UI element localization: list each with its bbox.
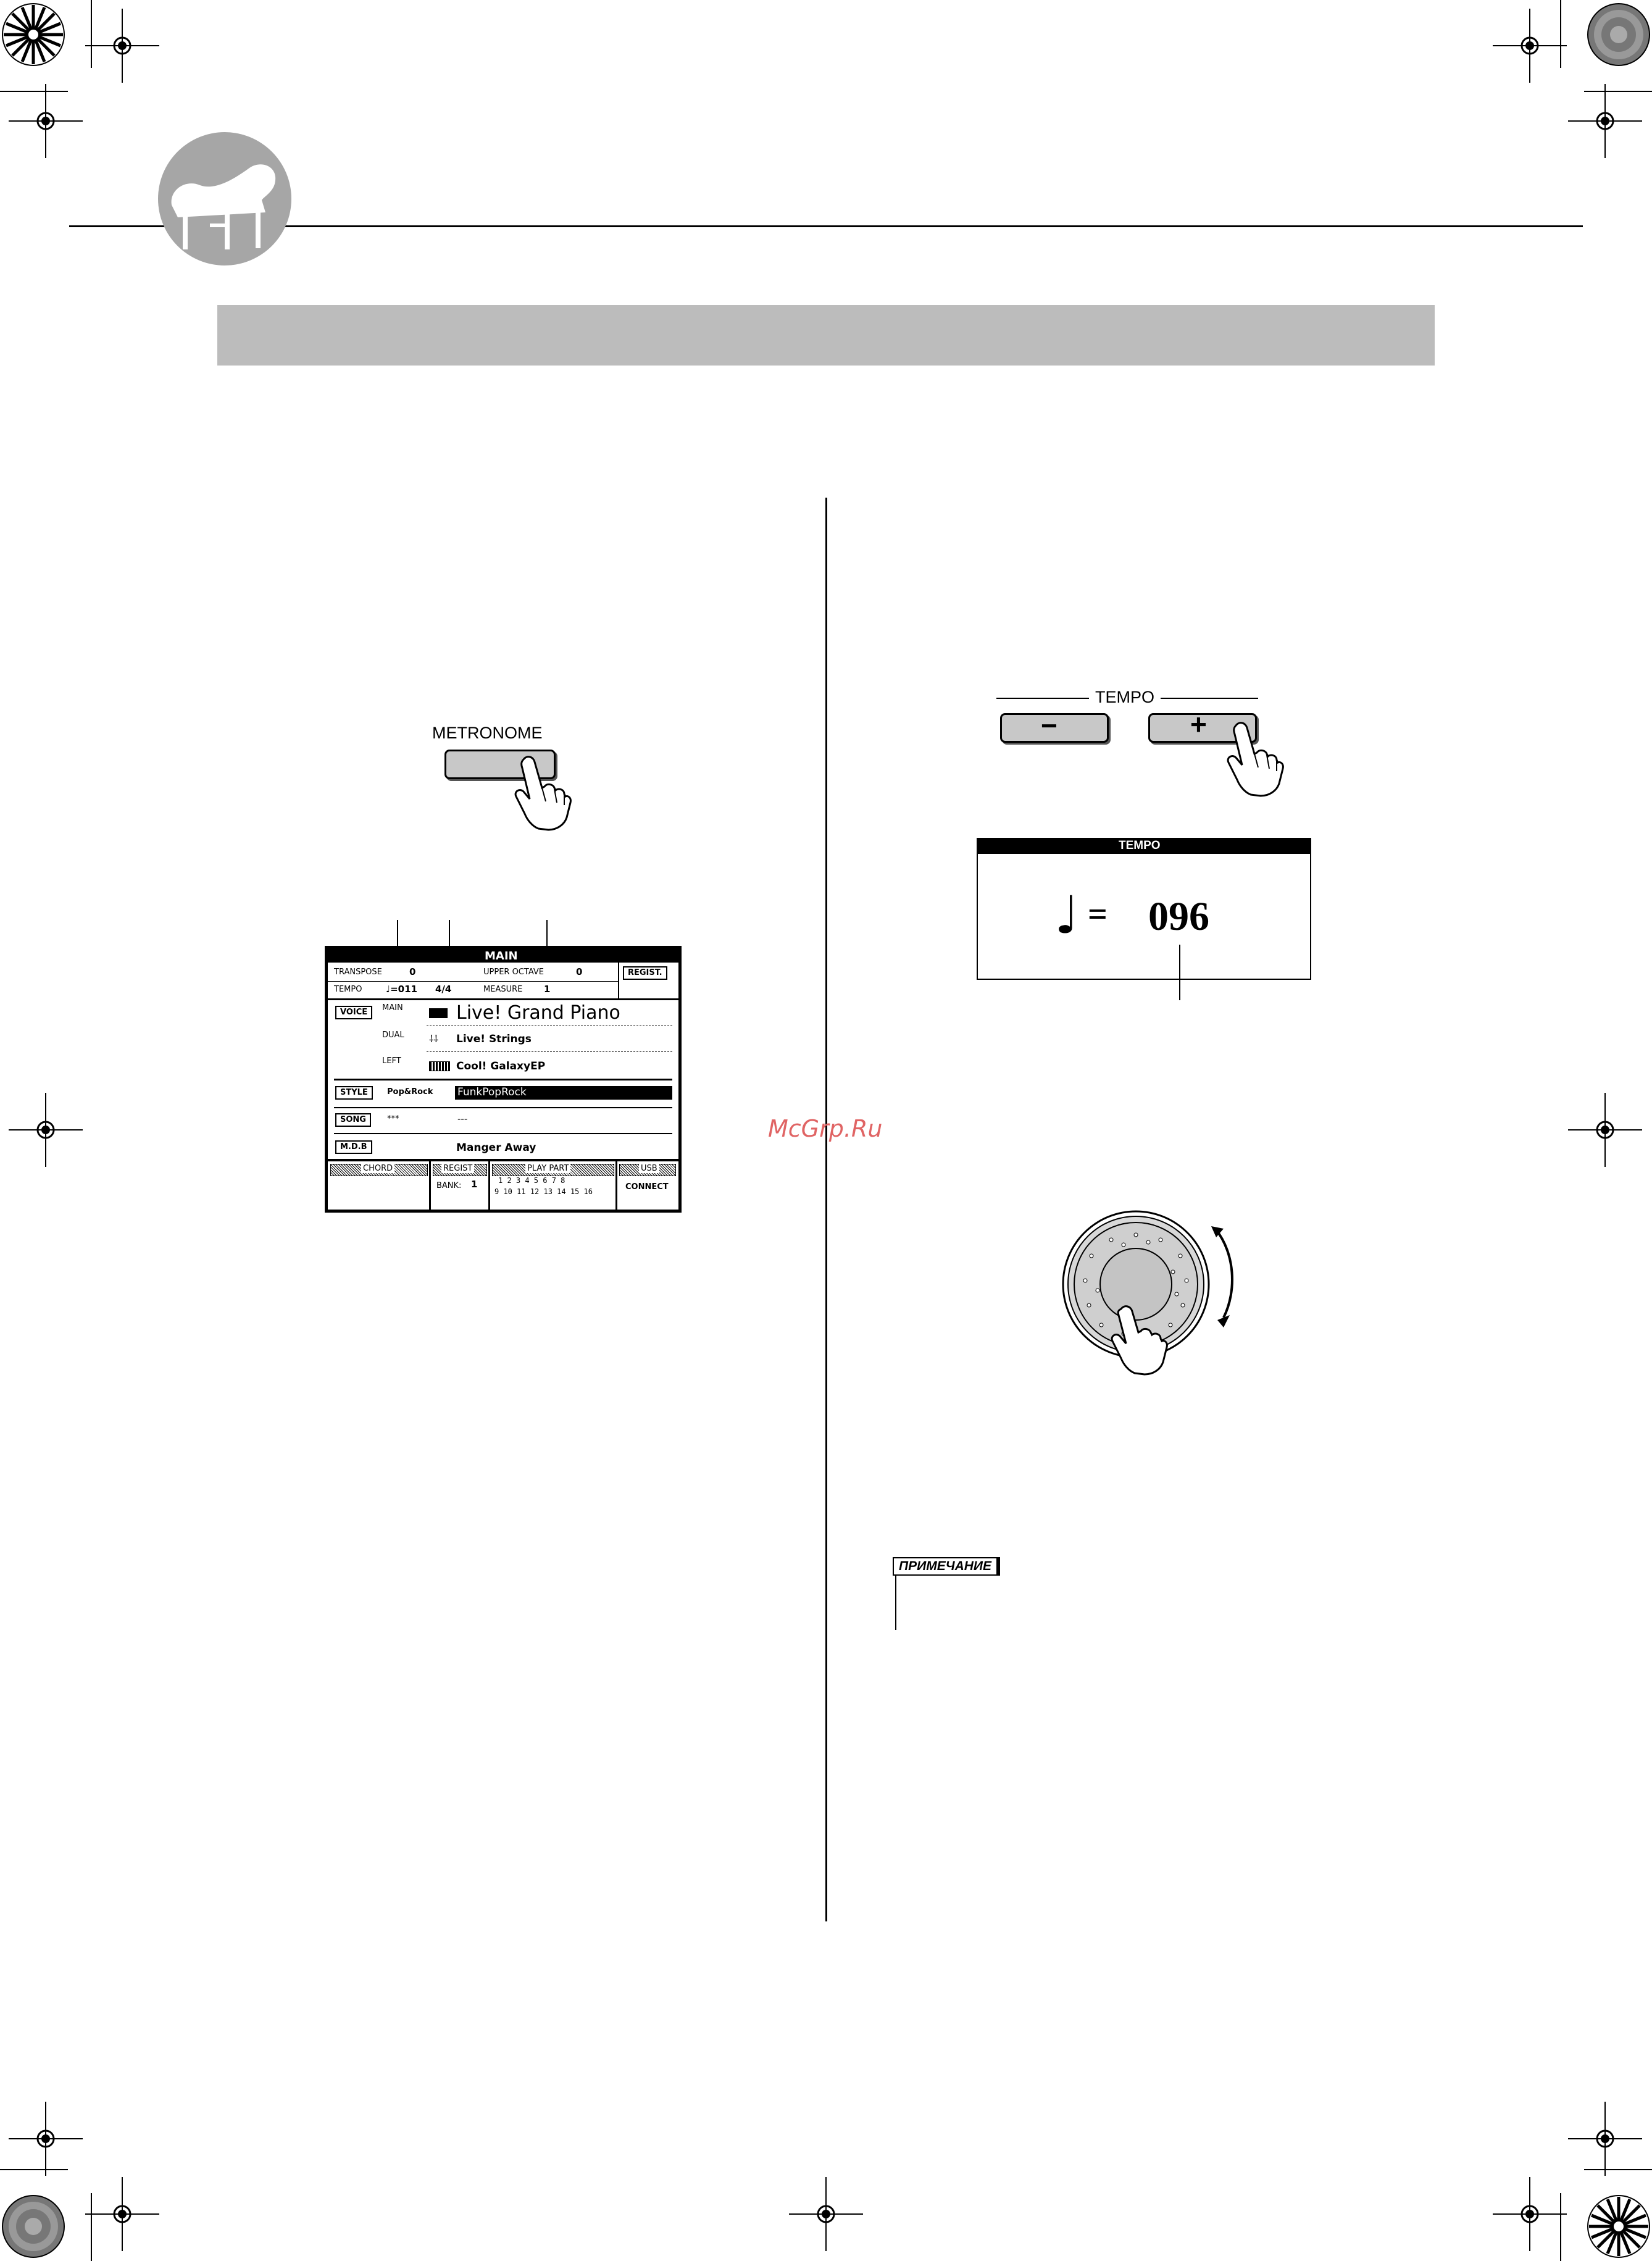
lcd-regist-label: REGIST [441,1164,474,1173]
lcd-play-part-row1: 1 2 3 4 5 6 7 8 [498,1176,565,1185]
lcd-main-screen [325,946,682,1213]
lcd-regist-button[interactable]: REGIST. [623,966,667,980]
lcd-time-signature: 4/4 [435,984,452,995]
lcd-upper-octave-value: 0 [576,966,583,977]
grand-piano-icon [157,131,293,267]
lcd-chord-label: CHORD [361,1164,394,1173]
lcd-mdb-name: Manger Away [456,1142,536,1154]
lcd-usb-label: USB [639,1164,659,1173]
lcd-main-label: MAIN [382,1003,403,1013]
lcd-play-part-label: PLAY PART [525,1164,570,1173]
data-dial[interactable] [1049,1204,1253,1402]
lcd-tempo-value: ♩=011 [386,984,417,995]
lcd-left-voice: Cool! GalaxyEP [456,1060,546,1072]
tempo-minus-label: − [1041,709,1058,742]
quarter-note-icon: ♩ [1054,885,1079,945]
section-title-bar [217,305,1435,366]
lcd-style-tag[interactable]: STYLE [335,1086,373,1100]
lcd-title: MAIN [485,950,518,963]
lcd-left-label: LEFT [382,1056,401,1066]
lcd-dual-voice: Live! Strings [456,1033,532,1045]
note-tag-label: ПРИМЕЧАНИЕ [899,1559,992,1573]
note-tag [893,1557,998,1576]
lcd-dual-label: DUAL [382,1030,404,1040]
lcd-usb-value: CONNECT [625,1182,669,1192]
lcd-play-part-row2: 9 10 11 12 13 14 15 16 [494,1187,593,1196]
tempo-group-line-right [1161,698,1258,699]
lcd-upper-octave-label: UPPER OCTAVE [483,968,544,977]
tempo-display-value: 096 [1148,894,1209,939]
header-rule [69,225,1583,227]
tempo-group-label: TEMPO [1095,688,1155,706]
tempo-group-line-left [996,698,1089,699]
tempo-display [977,838,1311,980]
lcd-voice-tag[interactable]: VOICE [335,1006,372,1019]
lcd-mdb-tag[interactable]: M.D.B [335,1140,372,1154]
strings-voice-icon: ⸸⸸ [429,1033,439,1045]
lcd-song-category: *** [387,1114,399,1124]
lcd-transpose-value: 0 [409,966,416,977]
note-rule [895,1574,896,1630]
piano-voice-icon [429,1008,448,1018]
tempo-plus-label: + [1190,708,1207,740]
tempo-display-title: TEMPO [1119,839,1161,852]
watermark: McGrp.Ru [768,1115,883,1142]
lcd-style-category: Pop&Rock [387,1087,433,1097]
pointing-hand-icon [510,753,572,834]
lcd-style-name[interactable]: FunkPopRock [457,1086,527,1098]
lcd-song-tag[interactable]: SONG [335,1113,371,1127]
lcd-tempo-label: TEMPO [334,985,362,994]
lcd-transpose-label: TRANSPOSE [334,968,382,977]
lcd-measure-value: 1 [544,984,551,995]
lcd-song-name: --- [457,1113,468,1124]
lcd-bank-value: 1 [471,1179,478,1190]
lcd-measure-label: MEASURE [483,985,523,994]
tempo-equals: = [1088,895,1108,934]
lcd-main-voice: Live! Grand Piano [456,1002,620,1024]
metronome-label: METRONOME [432,724,543,742]
pointing-hand-icon [1222,719,1284,800]
epiano-voice-icon [429,1061,450,1071]
tempo-value-callout [1179,945,1180,1000]
lcd-bank-label: BANK: [436,1181,462,1190]
column-divider [825,498,827,1921]
